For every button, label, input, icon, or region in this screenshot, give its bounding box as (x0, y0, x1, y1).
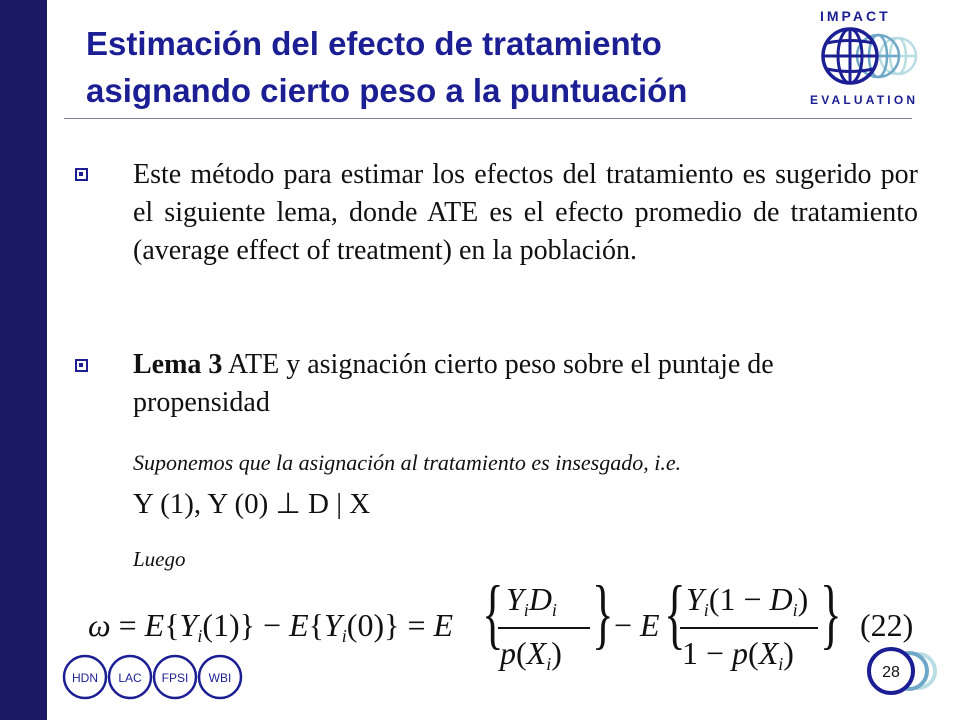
svg-text:{: { (664, 572, 686, 657)
bullet-1-text: Este método para estimar los efectos del tratamiento es sugerido por el siguiente lema, donde ATE es el efecto promedio de tratamiento (average effect of treatment) en la población. (133, 159, 918, 266)
equation-number: (22) (860, 607, 914, 643)
page-number-badge (864, 646, 944, 696)
logo-bottom-text: EVALUATION (810, 93, 919, 107)
footer-label-hdn: HDN (72, 671, 98, 685)
footer-circles (60, 654, 250, 700)
svg-text:− E: − E (614, 607, 660, 643)
svg-text:p(Xi): p(Xi) (500, 635, 562, 674)
then-label: Luego (133, 547, 186, 571)
logo-top-text: IMPACT (820, 8, 891, 24)
title-divider (64, 118, 912, 119)
independence-formula: Y (1), Y (0) ⊥ D | X (133, 488, 371, 520)
svg-text:ω = E{Yi(1)} − E{Yi(0)} = E: ω = E{Yi(1)} − E{Yi(0)} = E (88, 607, 454, 646)
svg-text:{: { (482, 572, 504, 657)
left-accent-bar (0, 0, 47, 720)
impact-evaluation-logo (802, 0, 932, 112)
footer-label-lac: LAC (118, 671, 142, 685)
svg-text:}: } (592, 572, 614, 657)
title-line-1: Estimación del efecto de tratamiento (86, 25, 662, 62)
lemma-label: Lema 3 (133, 349, 223, 380)
title-line-2: asignando cierto peso a la puntuación (86, 72, 688, 109)
svg-text:}: } (820, 572, 842, 657)
bullet-2-text (133, 346, 833, 422)
footer-label-fpsi: FPSI (161, 671, 189, 685)
bullet-marker-icon (75, 359, 88, 372)
assumption-text: Suponemos que la asignación al tratamiento es insesgado, i.e. (133, 450, 682, 475)
svg-text:Yi(1 − Di): Yi(1 − Di) (686, 581, 809, 620)
bullet-marker-icon (75, 168, 88, 181)
slide-title (86, 20, 786, 114)
footer-label-wbi: WBI (208, 671, 232, 685)
svg-text:YiDi: YiDi (506, 581, 557, 620)
lemma-text: ATE y asignación cierto peso sobre el puntaje de propensidad (133, 349, 774, 418)
page-number: 28 (882, 664, 900, 681)
svg-text:1 − p(Xi): 1 − p(Xi) (682, 635, 794, 674)
